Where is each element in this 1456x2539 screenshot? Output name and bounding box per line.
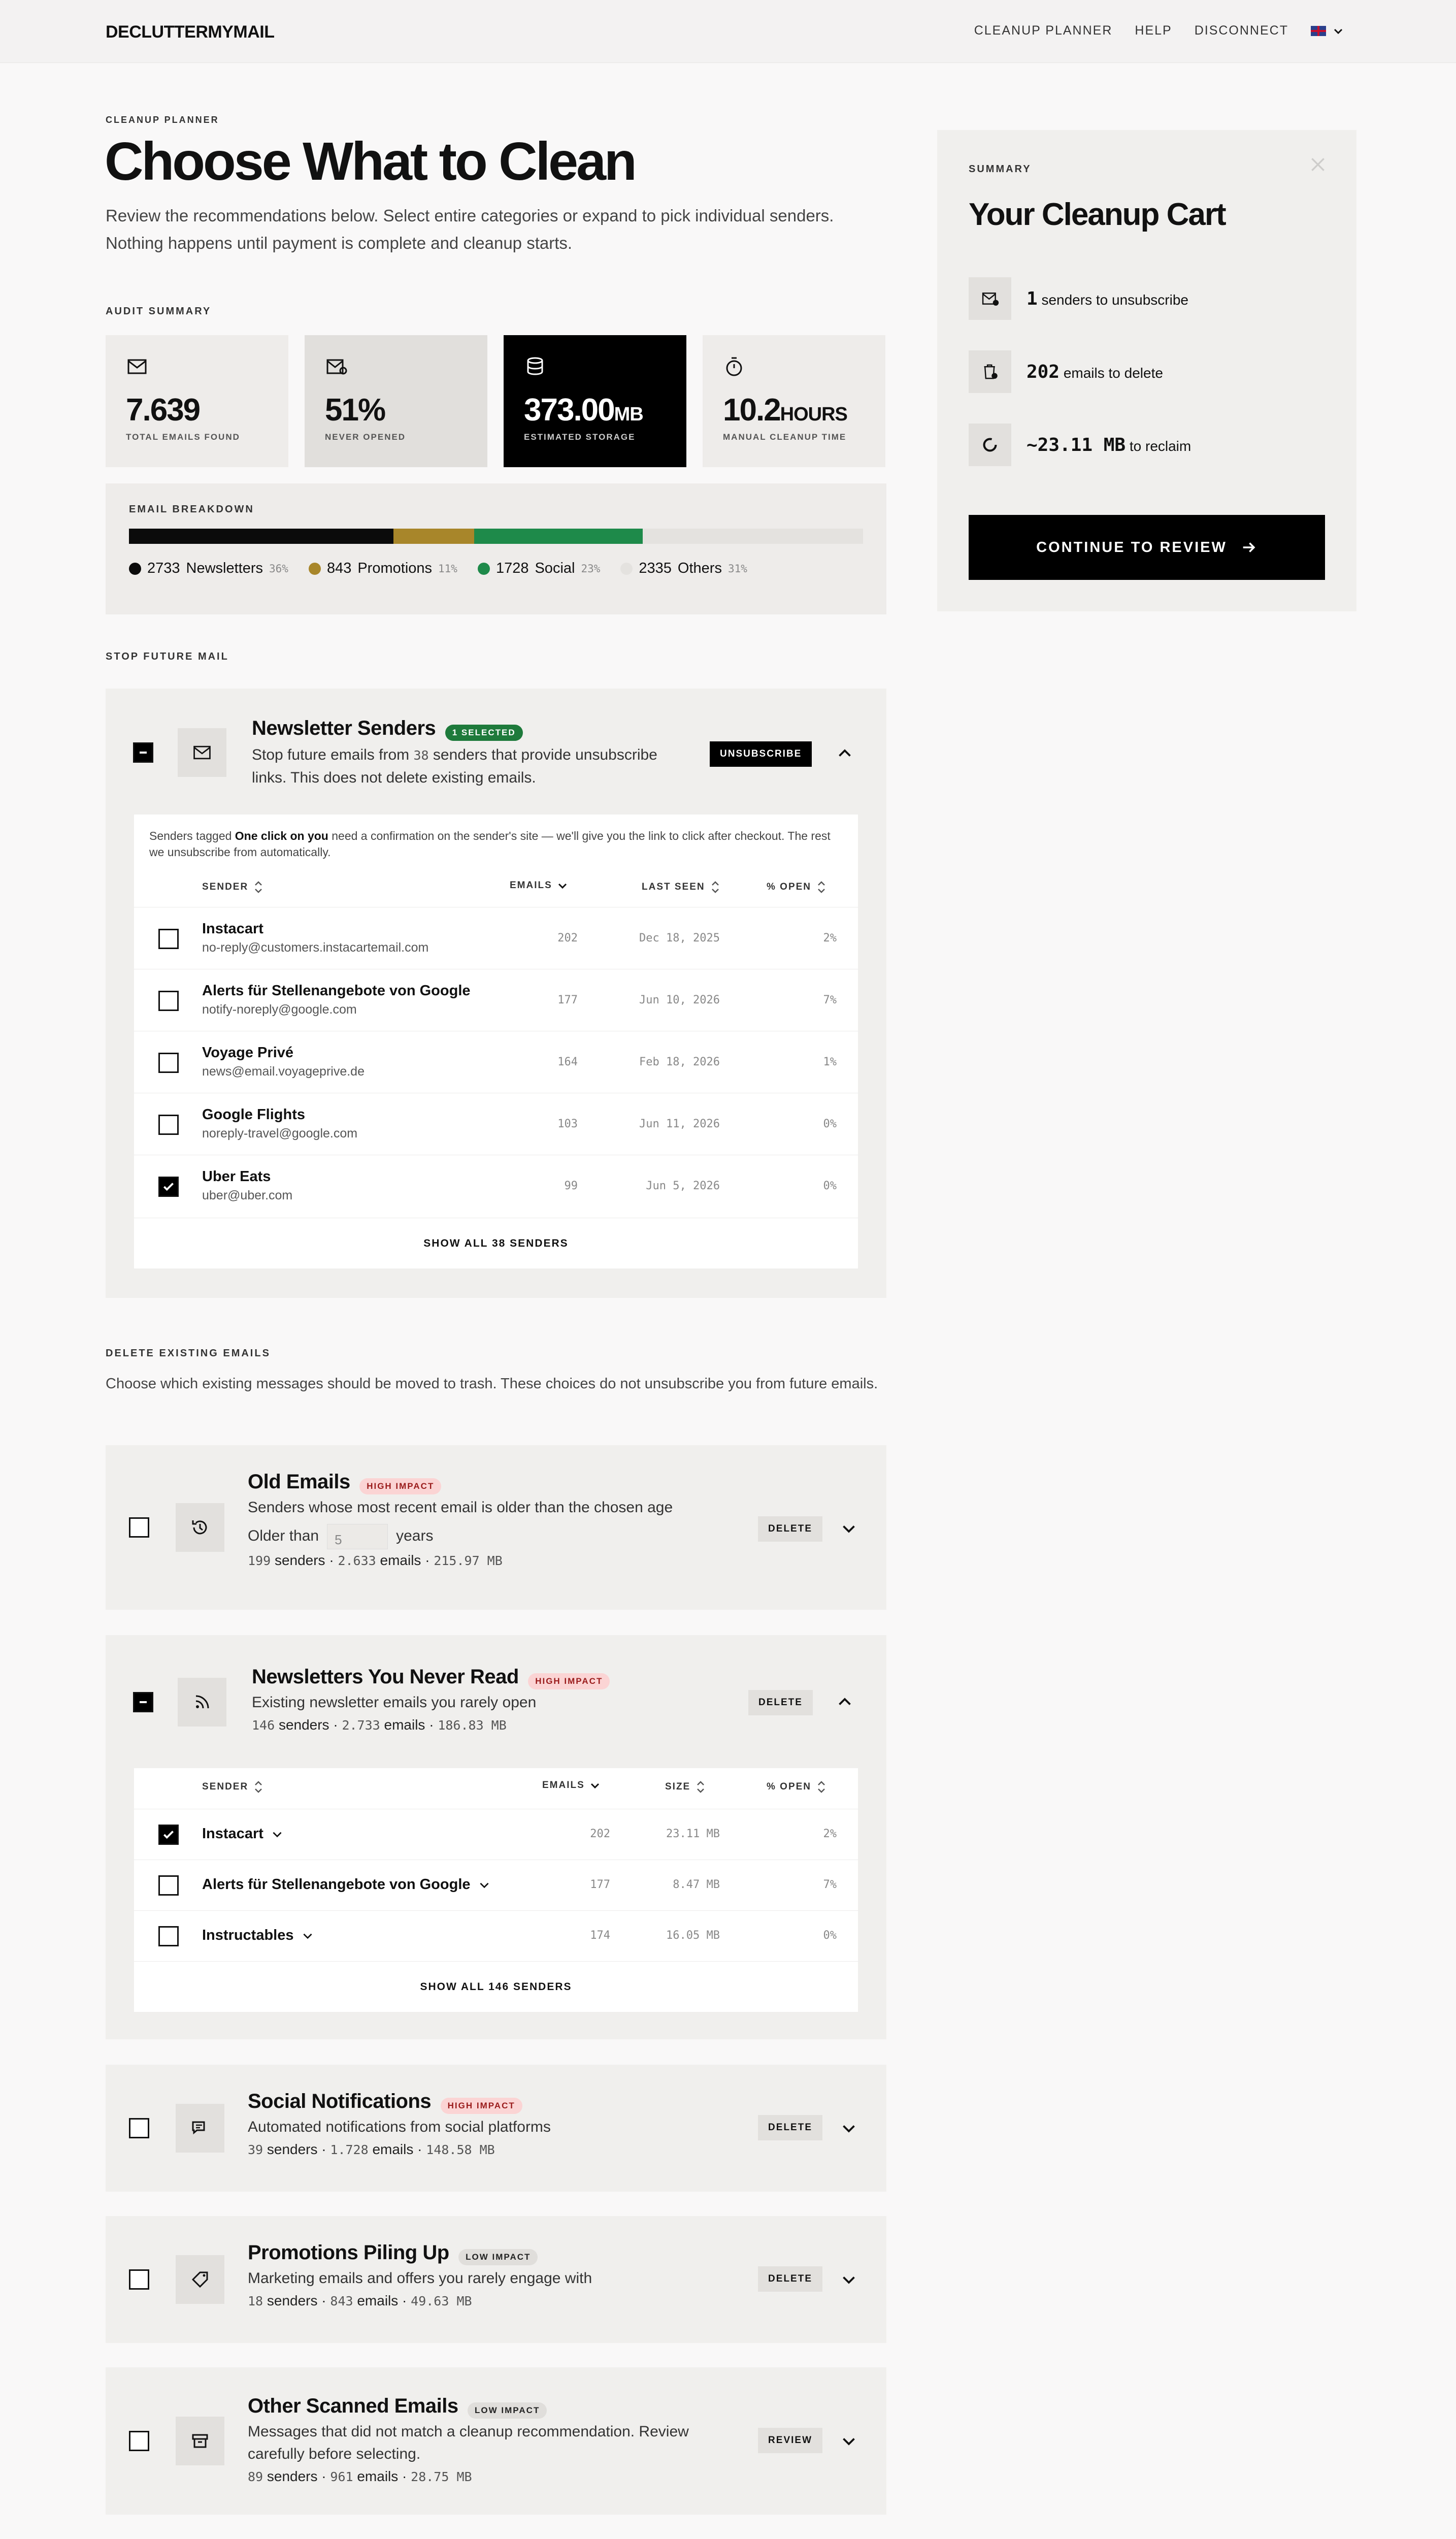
desc-count: 38 — [413, 747, 429, 763]
page-eyebrow: CLEANUP PLANNER — [106, 115, 219, 125]
legend-count: 843 — [326, 560, 352, 576]
stat-total-emails — [106, 335, 288, 467]
stat-cleanup-time — [703, 335, 885, 467]
stat-size: 215.97 MB — [434, 1553, 503, 1568]
category-stats: 146 senders · 2.733 emails · 186.83 MB — [252, 1716, 507, 1733]
sort-icon — [252, 1779, 264, 1795]
stat-label: MANUAL CLEANUP TIME — [723, 432, 847, 442]
open-rate: 7% — [823, 994, 837, 1006]
stat-label: TOTAL EMAILS FOUND — [126, 432, 240, 442]
older-unit: years — [396, 1527, 434, 1544]
stat-emails: 843 — [330, 2293, 353, 2308]
row-checkbox[interactable] — [158, 1926, 179, 1946]
sort-icon — [709, 880, 721, 895]
category-description: Marketing emails and offers you rarely engage with — [248, 2269, 592, 2287]
col-open[interactable] — [767, 880, 828, 895]
summary-label: SUMMARY — [969, 164, 1032, 175]
stat-word: emails — [357, 2292, 399, 2308]
emails-count: 177 — [557, 994, 578, 1006]
row-checkbox[interactable] — [158, 1053, 179, 1073]
category-card — [106, 2216, 886, 2343]
email-breakdown — [106, 483, 886, 614]
category-checkbox[interactable] — [129, 1517, 149, 1538]
legend-name: Newsletters — [186, 560, 263, 576]
nav-disconnect[interactable]: DISCONNECT — [1194, 23, 1288, 38]
desc-text: Stop future emails from — [252, 746, 410, 763]
close-icon[interactable] — [1308, 154, 1328, 175]
newsletter-senders-table — [134, 815, 858, 1268]
audit-summary-label: AUDIT SUMMARY — [106, 306, 212, 317]
col-label: EMAILS — [510, 880, 552, 891]
cart-text: to reclaim — [1129, 438, 1192, 454]
note-text: Senders tagged — [149, 829, 232, 842]
category-description: Messages that did not match a cleanup recommendation. Review carefully before selecting. — [248, 2423, 689, 2462]
last-seen: Jun 11, 2026 — [639, 1118, 720, 1130]
cart-text: senders to unsubscribe — [1041, 291, 1188, 308]
panel-title: Newsletter Senders — [252, 717, 436, 739]
sender-name: Alerts für Stellenangebote von Google — [202, 1876, 471, 1893]
sender-email: noreply-travel@google.com — [202, 1126, 358, 1141]
panel-description — [252, 744, 658, 789]
size: 8.47 MB — [673, 1878, 720, 1891]
impact-badge: LOW IMPACT — [458, 2249, 538, 2265]
legend-count: 2335 — [639, 560, 672, 576]
legend-pct: 23% — [581, 562, 601, 575]
category-stats: 18 senders · 843 emails · 49.63 MB — [248, 2292, 472, 2308]
category-title: Social Notifications — [248, 2090, 432, 2112]
col-label: SIZE — [665, 1781, 691, 1792]
sender-row[interactable] — [134, 969, 858, 1031]
stat-size: 49.63 MB — [411, 2293, 472, 2308]
breakdown-segment — [643, 529, 863, 544]
stat-senders: 89 — [248, 2469, 263, 2484]
stat-senders: 39 — [248, 2142, 263, 2157]
stat-unit: HOURS — [780, 404, 847, 425]
legend-dot — [309, 563, 321, 575]
category-stats: 39 senders · 1.728 emails · 148.58 MB — [248, 2141, 495, 2157]
cta-label: CONTINUE TO REVIEW — [1036, 539, 1227, 556]
stat-emails: 2.633 — [338, 1553, 376, 1568]
legend-item — [129, 560, 288, 577]
history-box — [176, 1503, 224, 1552]
cart-delete-row — [969, 350, 1163, 393]
chevron-down-icon[interactable] — [478, 1878, 491, 1892]
sender-row[interactable] — [134, 1910, 858, 1961]
language-selector[interactable] — [1311, 25, 1344, 37]
category-icon-box — [176, 2104, 224, 2153]
col-sender[interactable] — [202, 1779, 264, 1795]
chevron-down-icon — [556, 880, 569, 892]
stat-word: emails — [380, 1552, 421, 1568]
col-label: LAST SEEN — [642, 882, 705, 892]
pie-storage-icon — [981, 436, 999, 454]
trash-icon — [981, 363, 999, 381]
stat-senders: 146 — [252, 1717, 275, 1733]
history-icon — [190, 1517, 210, 1538]
delete-existing-label: DELETE EXISTING EMAILS — [106, 1348, 271, 1359]
sender-email: news@email.voyageprive.de — [202, 1064, 365, 1079]
sender-name: Uber Eats — [202, 1168, 271, 1185]
unread-mail-icon — [325, 355, 347, 378]
stat-value: 51% — [325, 393, 385, 428]
chevron-down-icon[interactable] — [840, 2119, 858, 2137]
legend-pct: 36% — [269, 562, 288, 575]
category-action-button[interactable]: DELETE — [758, 2266, 822, 2292]
stat-value: 7.639 — [126, 393, 200, 428]
note-text: need a confirmation on the sender's site — we'll give you the link to click after checkout. The rest we unsubscribe from automatically. — [149, 829, 831, 859]
sender-row[interactable] — [134, 907, 858, 969]
legend-dot — [620, 563, 633, 575]
cart-value: ~23.11 MB — [1027, 434, 1126, 455]
size: 23.11 MB — [666, 1828, 720, 1840]
mail-icon — [126, 355, 148, 378]
arrow-right-icon — [1240, 539, 1258, 556]
col-emails[interactable] — [510, 880, 569, 892]
stat-word: senders — [278, 1716, 329, 1733]
category-stats: 89 senders · 961 emails · 28.75 MB — [248, 2468, 472, 2484]
category-title: Newsletters You Never Read — [252, 1666, 519, 1688]
cart-text: emails to delete — [1063, 365, 1163, 381]
category-description: Senders whose most recent email is older than the chosen age — [248, 1499, 673, 1516]
emails-count: 164 — [557, 1056, 578, 1068]
top-bar — [0, 0, 1456, 63]
stop-future-mail-label: STOP FUTURE MAIL — [106, 651, 229, 662]
stat-word: senders — [267, 2141, 318, 2157]
col-label: SENDER — [202, 1781, 249, 1792]
category-stats: 199 senders · 2.633 emails · 215.97 MB — [248, 1552, 503, 1568]
stat-word: emails — [372, 2141, 414, 2157]
col-label: % OPEN — [767, 1781, 812, 1792]
stat-word: senders — [267, 2468, 318, 2484]
cart-reclaim-row — [969, 424, 1191, 466]
mail-icon — [192, 742, 212, 763]
sender-row[interactable] — [134, 1031, 858, 1093]
trash-clock-box — [969, 350, 1011, 393]
emails-count: 99 — [564, 1180, 578, 1192]
check-icon — [162, 1180, 175, 1193]
row-checkbox[interactable] — [158, 991, 179, 1011]
chevron-down-icon — [1332, 25, 1344, 37]
chevron-down-icon[interactable] — [271, 1828, 284, 1841]
category-action-button[interactable]: DELETE — [758, 2115, 822, 2140]
open-rate: 2% — [823, 932, 837, 945]
col-open[interactable] — [767, 1779, 828, 1795]
breakdown-segment — [129, 529, 393, 544]
tag-icon — [190, 2269, 210, 2290]
chevron-down-icon[interactable] — [301, 1929, 314, 1942]
emails-count: 174 — [590, 1929, 610, 1942]
open-rate: 0% — [823, 1118, 837, 1130]
sender-row[interactable] — [134, 1155, 858, 1217]
stat-label: ESTIMATED STORAGE — [524, 432, 636, 442]
stat-word: emails — [384, 1716, 425, 1733]
category-icon-box — [176, 2255, 224, 2304]
stat-value: 10.2 — [723, 393, 780, 428]
stat-emails: 1.728 — [330, 2142, 369, 2157]
chevron-down-icon[interactable] — [840, 2432, 858, 2450]
breakdown-segment — [474, 529, 643, 544]
stat-size: 148.58 MB — [426, 2142, 495, 2157]
sender-row[interactable] — [134, 1809, 858, 1860]
sender-row[interactable] — [134, 1860, 858, 1910]
open-rate: 2% — [823, 1828, 837, 1840]
database-icon — [524, 355, 546, 378]
desc-text: senders that provide unsubscribe links. This does not delete existing emails. — [252, 746, 657, 786]
selected-badge: 1 SELECTED — [445, 725, 523, 741]
chevron-down-icon[interactable] — [840, 2270, 858, 2289]
stat-value: 373.00 — [524, 393, 614, 428]
main-nav — [974, 23, 1344, 38]
legend-item — [309, 560, 457, 577]
rss-icon — [192, 1692, 212, 1712]
col-label: SENDER — [202, 882, 249, 892]
col-label: EMAILS — [542, 1780, 585, 1791]
legend-dot — [129, 563, 141, 575]
impact-badge: HIGH IMPACT — [528, 1673, 610, 1689]
sender-name: Instructables — [202, 1927, 294, 1943]
emails-count: 202 — [557, 932, 578, 945]
category-checkbox[interactable] — [129, 2269, 149, 2290]
stat-size: 186.83 MB — [438, 1717, 507, 1733]
category-title: Promotions Piling Up — [248, 2241, 449, 2264]
size: 16.05 MB — [666, 1929, 720, 1942]
cart-title: Your Cleanup Cart — [969, 197, 1226, 232]
legend-pct: 11% — [438, 562, 457, 575]
sort-icon — [815, 1779, 828, 1795]
emails-count: 177 — [590, 1878, 610, 1891]
col-label: % OPEN — [767, 882, 812, 892]
stat-word: senders — [267, 2292, 318, 2308]
breakdown-bar — [129, 529, 863, 544]
stat-senders: 18 — [248, 2293, 263, 2308]
category-description: Existing newsletter emails you rarely open — [252, 1694, 537, 1711]
legend-name: Others — [677, 560, 722, 576]
nav-help[interactable]: HELP — [1135, 23, 1172, 38]
category-checkbox[interactable] — [129, 2118, 149, 2138]
stat-never-opened — [305, 335, 487, 467]
category-title: Other Scanned Emails — [248, 2395, 458, 2417]
row-checkbox[interactable] — [158, 1177, 179, 1197]
row-checkbox[interactable] — [158, 1825, 179, 1845]
unsubscribe-note — [149, 828, 840, 860]
show-all-senders-button[interactable]: SHOW ALL 146 SENDERS — [134, 1961, 858, 2012]
impact-badge: HIGH IMPACT — [359, 1478, 441, 1494]
sender-name: Alerts für Stellenangebote von Google — [202, 983, 471, 999]
category-icon-box — [176, 2417, 224, 2465]
legend-count: 2733 — [147, 560, 180, 576]
sort-icon — [252, 880, 264, 895]
category-action-button[interactable]: REVIEW — [758, 2428, 822, 2453]
sort-icon — [694, 1779, 707, 1795]
check-icon — [162, 1828, 175, 1841]
cart-unsubscribe-row — [969, 277, 1188, 320]
last-seen: Jun 5, 2026 — [646, 1180, 720, 1192]
stat-emails: 961 — [330, 2469, 353, 2484]
col-last-seen[interactable] — [642, 880, 721, 895]
breakdown-label: EMAIL BREAKDOWN — [129, 504, 254, 515]
category-description: Automated notifications from social platforms — [248, 2118, 551, 2135]
newsletter-senders-checkbox[interactable] — [133, 742, 153, 763]
stat-label: NEVER OPENED — [325, 432, 406, 442]
col-emails[interactable] — [542, 1779, 601, 1792]
sender-name: Instacart — [202, 921, 263, 937]
delete-intro: Choose which existing messages should be moved to trash. These choices do not unsubscribe you from future emails. — [106, 1376, 878, 1392]
page-intro: Review the recommendations below. Select entire categories or expand to pick individual senders. Nothing happens until payment is complete and cleanup starts. — [106, 206, 834, 252]
minus-icon — [137, 746, 149, 759]
stat-emails: 2.733 — [342, 1717, 380, 1733]
legend-count: 1728 — [495, 560, 529, 576]
open-rate: 0% — [823, 1929, 837, 1942]
storage-ring-box — [969, 424, 1011, 466]
sender-name: Google Flights — [202, 1106, 305, 1123]
row-checkbox[interactable] — [158, 1875, 179, 1896]
chevron-up-icon[interactable] — [836, 744, 854, 763]
last-seen: Feb 18, 2026 — [639, 1056, 720, 1068]
legend-name: Social — [535, 560, 575, 576]
stat-word: senders — [274, 1552, 325, 1568]
stat-senders: 199 — [248, 1553, 271, 1568]
last-seen: Jun 10, 2026 — [639, 994, 720, 1006]
stat-word: emails — [357, 2468, 399, 2484]
sender-name: Voyage Privé — [202, 1045, 294, 1061]
row-checkbox[interactable] — [158, 929, 179, 949]
mail-minus-box — [969, 277, 1011, 320]
cart-value: 202 — [1027, 361, 1060, 382]
show-all-senders-button[interactable]: SHOW ALL 38 SENDERS — [134, 1218, 858, 1268]
category-checkbox[interactable] — [129, 2431, 149, 2451]
category-card — [106, 2065, 886, 2192]
emails-count: 202 — [590, 1828, 610, 1840]
sender-email: uber@uber.com — [202, 1188, 293, 1202]
newsletter-senders-panel — [106, 689, 886, 1298]
last-seen: Dec 18, 2025 — [639, 932, 720, 945]
impact-badge: LOW IMPACT — [468, 2402, 547, 2419]
chat-icon — [190, 2118, 210, 2138]
age-filter — [248, 1524, 705, 1549]
stat-size: 28.75 MB — [411, 2469, 472, 2484]
breakdown-segment — [393, 529, 474, 544]
older-label: Older than — [248, 1527, 319, 1544]
impact-badge: HIGH IMPACT — [441, 2098, 522, 2114]
sender-row[interactable] — [134, 1093, 858, 1155]
unsubscribe-button[interactable]: UNSUBSCRIBE — [710, 741, 812, 767]
sender-email: notify-noreply@google.com — [202, 1002, 357, 1017]
delete-button[interactable]: DELETE — [758, 1516, 822, 1542]
age-input[interactable]: 5 — [327, 1524, 388, 1549]
note-tag: One click on you — [235, 829, 328, 842]
stopwatch-icon — [723, 355, 745, 378]
open-rate: 1% — [823, 1056, 837, 1068]
sender-name: Instacart — [202, 1826, 263, 1842]
row-checkbox[interactable] — [158, 1115, 179, 1135]
uk-flag-icon — [1311, 26, 1326, 36]
chevron-down-icon[interactable] — [840, 1519, 858, 1538]
sort-icon — [815, 880, 828, 895]
logo[interactable]: DECLUTTERMYMAIL — [106, 22, 275, 42]
never-read-panel — [106, 1635, 886, 2039]
cleanup-cart — [937, 130, 1356, 611]
nav-cleanup-planner[interactable]: CLEANUP PLANNER — [974, 23, 1113, 38]
col-size[interactable] — [665, 1779, 707, 1795]
open-rate: 7% — [823, 1878, 837, 1891]
category-checkbox[interactable] — [133, 1692, 153, 1712]
chevron-up-icon[interactable] — [836, 1693, 854, 1711]
legend-item — [620, 560, 747, 577]
never-read-table — [134, 1768, 858, 2012]
legend-name: Promotions — [357, 560, 433, 576]
category-title: Old Emails — [248, 1471, 350, 1493]
sender-email: no-reply@customers.instacartemail.com — [202, 940, 429, 955]
cart-value: 1 — [1027, 288, 1038, 309]
legend-item — [478, 560, 600, 577]
col-sender[interactable] — [202, 880, 264, 895]
chevron-down-icon — [589, 1779, 601, 1792]
rss-box — [178, 1678, 226, 1727]
archive-icon — [190, 2431, 210, 2451]
old-emails-category — [106, 1445, 886, 1610]
mail-minus-icon — [981, 289, 999, 308]
category-card — [106, 2367, 886, 2515]
envelope-box — [178, 728, 226, 777]
legend-dot — [478, 563, 490, 575]
stat-storage — [504, 335, 686, 467]
minus-icon — [137, 1696, 149, 1708]
open-rate: 0% — [823, 1180, 837, 1192]
delete-button[interactable]: DELETE — [748, 1690, 813, 1715]
breakdown-legend — [129, 560, 863, 577]
legend-pct: 31% — [727, 562, 747, 575]
page-title: Choose What to Clean — [105, 132, 635, 191]
continue-to-review-button[interactable] — [969, 515, 1325, 580]
stat-unit: MB — [614, 404, 643, 425]
emails-count: 103 — [557, 1118, 578, 1130]
